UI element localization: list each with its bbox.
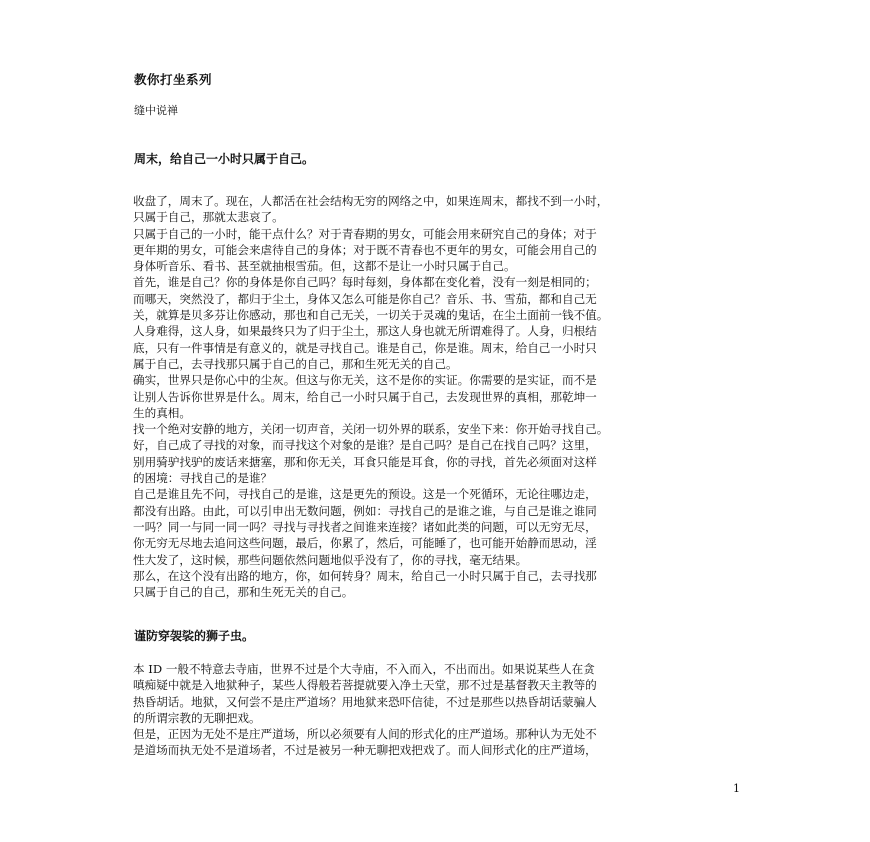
body-text-line: 别用骑驴找驴的废话来搪塞，那和你无关，耳食只能是耳食，你的寻找，首先必须面对这样 bbox=[133, 454, 597, 469]
section-heading: 谨防穿袈裟的狮子虫。 bbox=[134, 629, 255, 643]
body-text-line: 生的真相。 bbox=[133, 405, 191, 420]
body-text-line: 的所谓宗教的无聊把戏。 bbox=[133, 710, 261, 725]
body-text-line: 热昏胡话。地狱，又何尝不是庄严道场？用地狱来恐吓信徒，不过是那些以热昏胡话蒙骗人 bbox=[133, 694, 597, 709]
body-text-line: 都没有出路。由此，可以引申出无数问题，例如：寻找自己的是谁之谁，与自己是谁之谁同 bbox=[133, 503, 597, 518]
section-body bbox=[133, 193, 739, 600]
body-text-line: 的困境：寻找自己的是谁？ bbox=[133, 471, 273, 486]
body-text-line: 收盘了，周末了。现在，人都活在社会结构无穷的网络之中，如果连周末，都找不到一小时， bbox=[133, 194, 609, 208]
body-text-line: 而哪天，突然没了，都归于尘土，身体又怎么可能是你自己？音乐、书、雪茄，都和自己无 bbox=[133, 291, 597, 306]
page-number: 1 bbox=[733, 782, 740, 795]
document-author: 缝中说禅 bbox=[134, 104, 178, 117]
body-text-line: 人身难得，这人身，如果最终只为了归于尘土，那这人身也就无所谓难得了。人身，归根结 bbox=[133, 324, 597, 339]
body-text-line: 只属于自己的一小时，能干点什么？对于青春期的男女，可能会用来研究自己的身体；对于 bbox=[133, 226, 597, 241]
section-heading: 周末，给自己一小时只属于自己。 bbox=[134, 152, 315, 166]
body-text-line: 你无穷无尽地去追问这些问题，最后，你累了，然后，可能睡了，也可能开始静而思动，淫 bbox=[133, 536, 597, 551]
section-body bbox=[133, 661, 739, 759]
body-text-line: 性大发了，这时候，那些问题依然问题地似乎没有了，你的寻找，毫无结果。 bbox=[133, 552, 528, 567]
body-text-line: 是道场而执无处不是道场者，不过是被另一种无聊把戏把戏了。而人间形式化的庄严道场， bbox=[133, 743, 597, 758]
body-text-line: 好，自己成了寻找的对象，而寻找这个对象的是谁？是自己吗？是自己在找自己吗？这里， bbox=[133, 438, 597, 453]
body-text-line: 关，就算是贝多芬让你感动，那也和自己无关，一切关于灵魂的鬼话，在尘土面前一钱不值。 bbox=[133, 308, 609, 323]
body-text-line: 属于自己，去寻找那只属于自己的自己，那和生死无关的自己。 bbox=[133, 356, 458, 371]
body-text-line: 更年期的男女，可能会来虐待自己的身体；对于既不青春也不更年的男女，可能会用自己的 bbox=[133, 242, 597, 257]
body-text-line: 身体听音乐、看书、甚至就抽根雪茄。但，这都不是让一小时只属于自己。 bbox=[133, 259, 516, 274]
body-text-line: 但是，正因为无处不是庄严道场，所以必须要有人间的形式化的庄严道场。那种认为无处不 bbox=[133, 727, 597, 742]
body-text-line: 底，只有一件事情是有意义的，就是寻找自己。谁是自己，你是谁。周末，给自己一小时只 bbox=[133, 340, 597, 355]
body-text-line: 确实，世界只是你心中的尘灰。但这与你无关，这不是你的实证。你需要的是实证，而不是 bbox=[133, 373, 597, 388]
body-text-line: 嗔痴疑中就是入地狱种子，某些人得般若菩提就要入净土天堂，那不过是基督教天主教等的 bbox=[133, 678, 597, 693]
body-text-line: 一吗？同一与同一同一吗？寻找与寻找者之间谁来连接？诸如此类的问题，可以无穷无尽， bbox=[133, 519, 597, 534]
body-text-line: 只属于自己，那就太悲哀了。 bbox=[133, 210, 284, 225]
body-text-line: 那么，在这个没有出路的地方，你，如何转身？周末，给自己一小时只属于自己，去寻找那 bbox=[133, 568, 597, 583]
body-text-line: 本 ID 一般不特意去寺庙，世界不过是个大寺庙，不入而入，不出而出。如果说某些人在贪 bbox=[133, 662, 595, 676]
document-title: 教你打坐系列 bbox=[134, 72, 213, 87]
body-text-line: 让别人告诉你世界是什么。周末，给自己一小时只属于自己，去发现世界的真相，那乾坤一 bbox=[133, 389, 597, 404]
body-text-line: 只属于自己的自己，那和生死无关的自己。 bbox=[133, 585, 354, 600]
body-text-line: 自己是谁且先不问，寻找自己的是谁，这是更先的预设。这是一个死循环，无论往哪边走， bbox=[133, 487, 597, 502]
body-text-line: 找一个绝对安静的地方，关闭一切声音，关闭一切外界的联系，安坐下来：你开始寻找自己。 bbox=[133, 422, 609, 437]
body-text-line: 首先，谁是自己？你的身体是你自己吗？每时每刻，身体都在变化着，没有一刻是相同的； bbox=[133, 275, 597, 290]
